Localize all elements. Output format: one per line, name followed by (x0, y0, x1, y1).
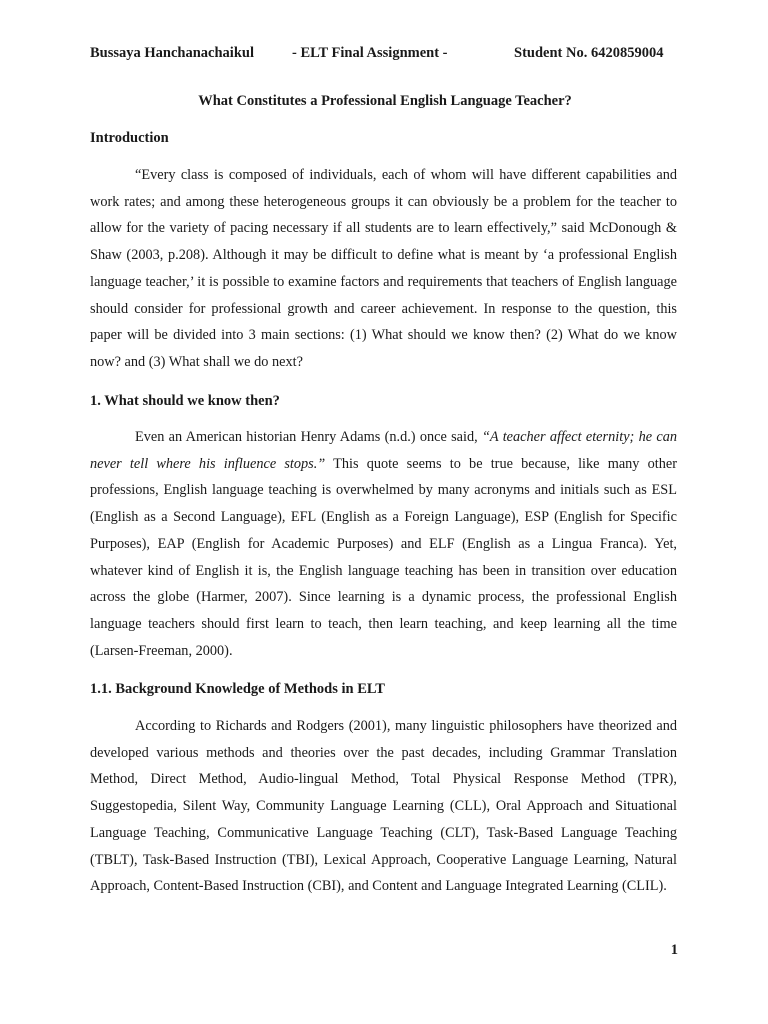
paragraph-background-knowledge: According to Richards and Rodgers (2001), many linguistic philosophers have theorized and developed various methods and theories over the past decades, including Grammar Translation Method, Direct Method, Audio-lingual Method, Total Physical Response Method (TPR), Suggestopedia, Silent Way, Community Language Learning (CLL), Oral Approach and Situational Language Teaching, Communicative Language Teaching (CLT), Task-Based Language Teaching (TBLT), Task-Based Instruction (TBI), Lexical Approach, Cooperative Language Learning, Natural Approach, Content-Based Instruction (CBI), and Content and Language Integrated Learning (CLIL). (90, 718, 677, 895)
paragraph-text-rest: This quote seems to be true because, like many other professions, English language teaching is overwhelmed by many acronyms and initials such as ESL (English as a Second Language), EFL (English as a Foreign Language), ESP (English for Specific Purposes), EAP (English for Academic Purposes) and ELF (English as a Lingua Franca). Yet, whatever kind of English it is, the English language teaching has been in transition over education across the globe (Harmer, 2007). Since learning is a dynamic process, the professional English language teachers should first learn to teach, then learn teaching, and keep learning all the time (Larsen-Freeman, 2000). (90, 455, 677, 659)
quote-henry-adams: “A teacher affect eternity; he can never tell where his influence stops.” (90, 429, 677, 472)
header-author: Bussaya Hanchanachaikul (90, 45, 254, 61)
paragraph-text-start: Even an American historian Henry Adams (n.d.) once said, (135, 429, 482, 445)
page-header (90, 45, 680, 67)
paragraph-introduction: “Every class is composed of individuals, each of whom will have different capabilities and work rates; and among these heterogeneous groups it can obviously be a problem for the teacher to allow for the variety of pacing necessary if all students are to learn effectively,” said McDonough & Shaw (2003, p.208). Although it may be difficult to define what is meant by ‘a professional English language teacher,’ it is possible to examine factors and requirements that teachers of English language should consider for professional growth and career achievement. In response to the question, this paper will be divided into 3 main sections: (1) What should we know then? (2) What do we know now? and (3) What shall we do next? (90, 167, 677, 370)
page-number: 1 (670, 942, 678, 958)
header-student-number: Student No. 6420859004 (514, 45, 664, 61)
document-title: What Constitutes a Professional English Language Teacher? (198, 93, 572, 109)
section-heading-what-should-we-know: 1. What should we know then? (90, 393, 280, 409)
header-course: - ELT Final Assignment - (292, 45, 448, 61)
paragraph-what-should-we-know (90, 424, 677, 664)
section-heading-background-knowledge: 1.1. Background Knowledge of Methods in ELT (90, 681, 385, 697)
section-heading-introduction: Introduction (90, 130, 169, 146)
